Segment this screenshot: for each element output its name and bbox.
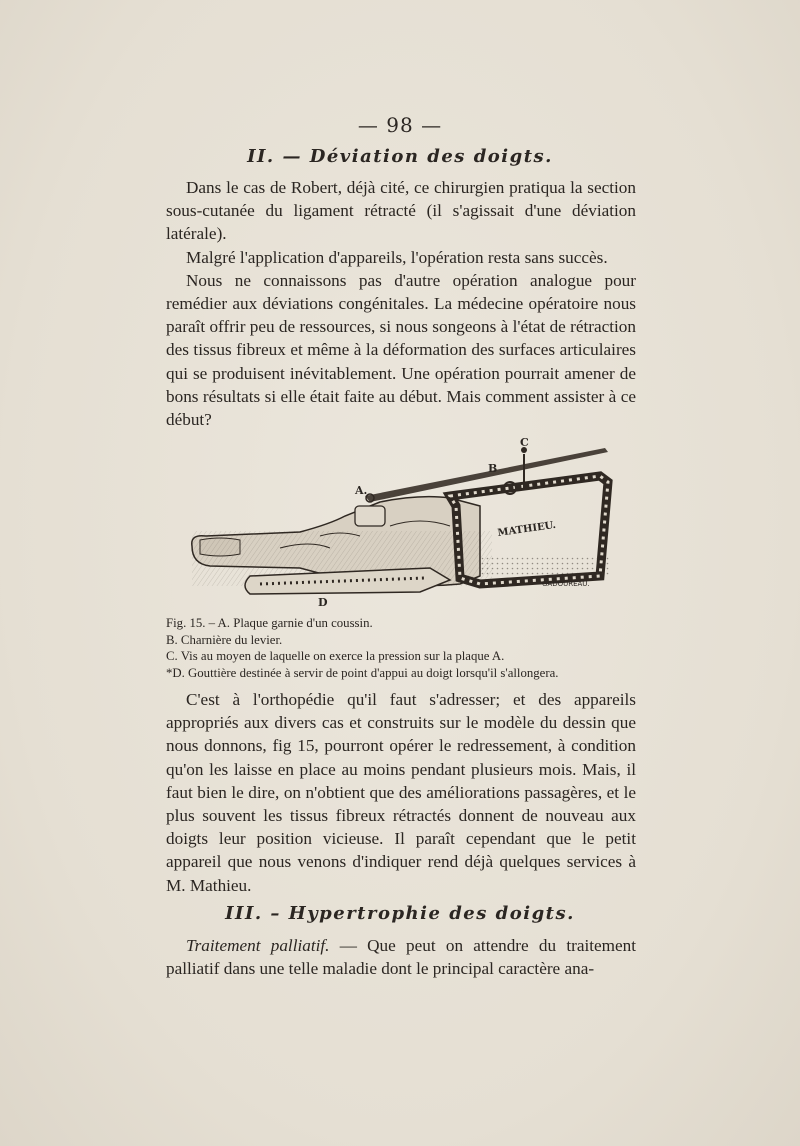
figure-label-d: D (318, 596, 328, 609)
caption-line: B. Charnière du levier. (166, 632, 283, 647)
body-text-orthopedie (166, 688, 636, 897)
figure-finger-splint (180, 436, 620, 611)
paragraph-orthopedie: C'est à l'orthopédie qu'il faut s'adresser; et des appareils appropriés aux divers cas et construits sur le modèle du dessin que nous donnons, fig 15, pourront opérer le redressement, à condition qu'on les laisse en place au moins pendant plusieurs mois. Mais, il faut bien le dire, on n'obtient que des améliorations passagères, et le plus souvent les tissus fibreux rétractés donnent de nouveau aux doigts leur position vicieuse. Il paraît cependant que le petit appareil que nous venons d'indiquer rend déjà quelques services à M. Mathieu. (166, 690, 636, 895)
figure-maker-mark: MATHIEU. (496, 519, 557, 539)
paragraph-appareils: Malgré l'application d'appareils, l'opération resta sans succès. (186, 247, 608, 267)
figure-label-c: C (520, 436, 529, 449)
page-number: — 98 — (357, 113, 443, 137)
paragraph-operation: Nous ne connaissons pas d'autre opération analogue pour remédier aux déviations congénitales. La médecine opératoire nous paraît offrir peu de ressources, si nous songeons à l'état de rétraction des tissus fibreux et même à la déformation des surfaces articulaires qui se produisent inévitablement. Une opération pourrait amener de bons résultats si elle était faite au début. Mais comment assister à ce début? (166, 270, 636, 430)
figure-caption (166, 615, 646, 681)
section-heading-deviation: II. — Déviation des doigts. (247, 146, 553, 167)
caption-line: *D. Gouttière destinée à servir de point d'appui au doigt lorsqu'il s'allongera. (166, 665, 559, 680)
paragraph-robert: Dans le cas de Robert, déjà cité, ce chirurgien pratiqua la section sous-cutanée du ligament rétracté (il s'agissait d'une déviation latérale). (166, 178, 636, 244)
paragraph-palliatif (166, 934, 636, 980)
paragraph-palliatif-text: — Que peut on attendre du traitement palliatif dans une telle maladie dont le principal caractère ana- (166, 936, 637, 979)
lead-traitement-palliatif: Traitement palliatif. (186, 936, 330, 955)
body-text-hypertrophie (166, 934, 636, 980)
caption-line: C. Vis au moyen de laquelle on exerce la pression sur la plaque A. (166, 649, 505, 664)
caption-line: Fig. 15. – A. Plaque garnie d'un coussin. (166, 616, 373, 630)
section-heading-hypertrophie: III. – Hypertrophie des doigts. (225, 903, 575, 924)
figure-label-a: A. (355, 484, 368, 497)
finger-splint-illustration (180, 436, 620, 611)
figure-label-b: B (488, 462, 498, 475)
figure-engraver-mark: GADOUREAU. (542, 580, 590, 588)
body-text-deviation (166, 176, 636, 431)
